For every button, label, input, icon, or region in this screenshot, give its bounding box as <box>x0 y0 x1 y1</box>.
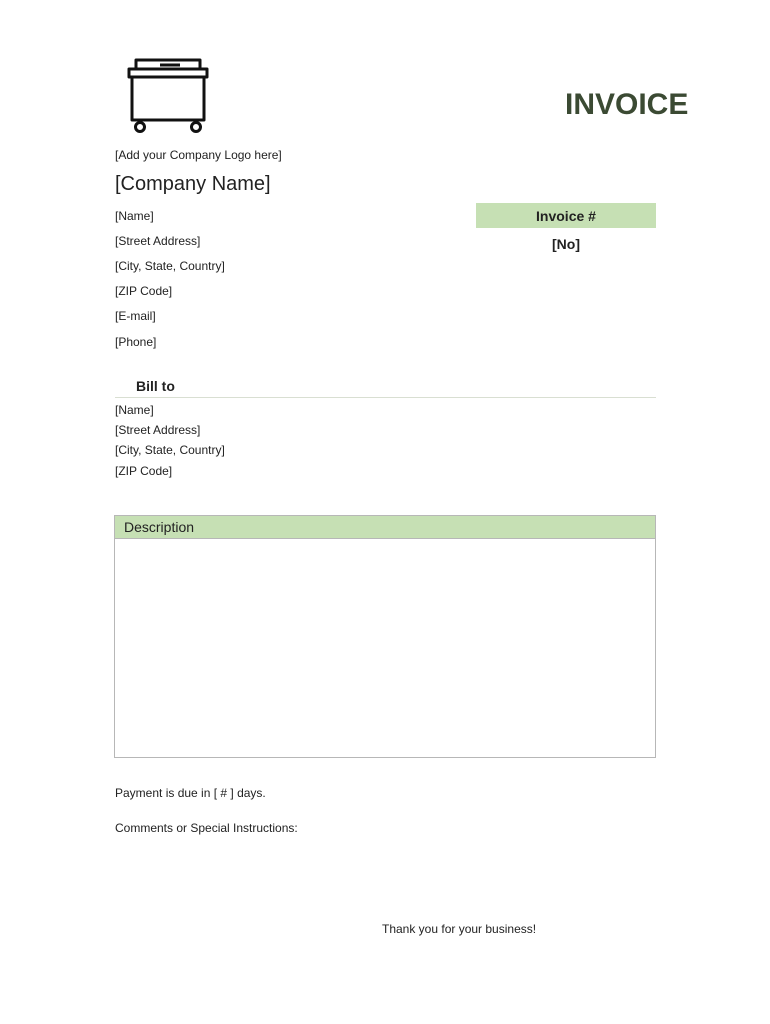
sender-name: [Name] <box>115 209 154 223</box>
company-name: [Company Name] <box>115 173 271 195</box>
bill-to-name: [Name] <box>115 403 154 417</box>
dumpster-icon <box>126 57 210 135</box>
sender-city-state-country: [City, State, Country] <box>115 259 225 273</box>
sender-zip-code: [ZIP Code] <box>115 284 173 298</box>
sender-phone: [Phone] <box>115 335 157 349</box>
invoice-number-value[interactable]: [No] <box>552 236 580 252</box>
bill-to-city-state-country: [City, State, Country] <box>115 443 225 457</box>
bill-to-divider <box>115 397 656 398</box>
thank-you-message: Thank you for your business! <box>382 922 537 936</box>
bill-to-heading: Bill to <box>136 378 175 394</box>
sender-email: [E-mail] <box>115 309 156 323</box>
payment-terms: Payment is due in [ # ] days. <box>115 786 266 800</box>
bill-to-zip-code: [ZIP Code] <box>115 464 173 478</box>
logo-placeholder-text: [Add your Company Logo here] <box>115 148 282 162</box>
invoice-number-label: Invoice # <box>536 207 596 224</box>
invoice-number-header <box>476 203 656 228</box>
invoice-title: INVOICE <box>565 88 689 121</box>
sender-street-address: [Street Address] <box>115 234 201 248</box>
company-logo <box>126 57 210 135</box>
description-body[interactable] <box>115 540 655 757</box>
bill-to-street-address: [Street Address] <box>115 423 201 437</box>
comments-label: Comments or Special Instructions: <box>115 821 298 835</box>
description-header: Description <box>115 516 655 539</box>
description-table <box>114 515 656 758</box>
